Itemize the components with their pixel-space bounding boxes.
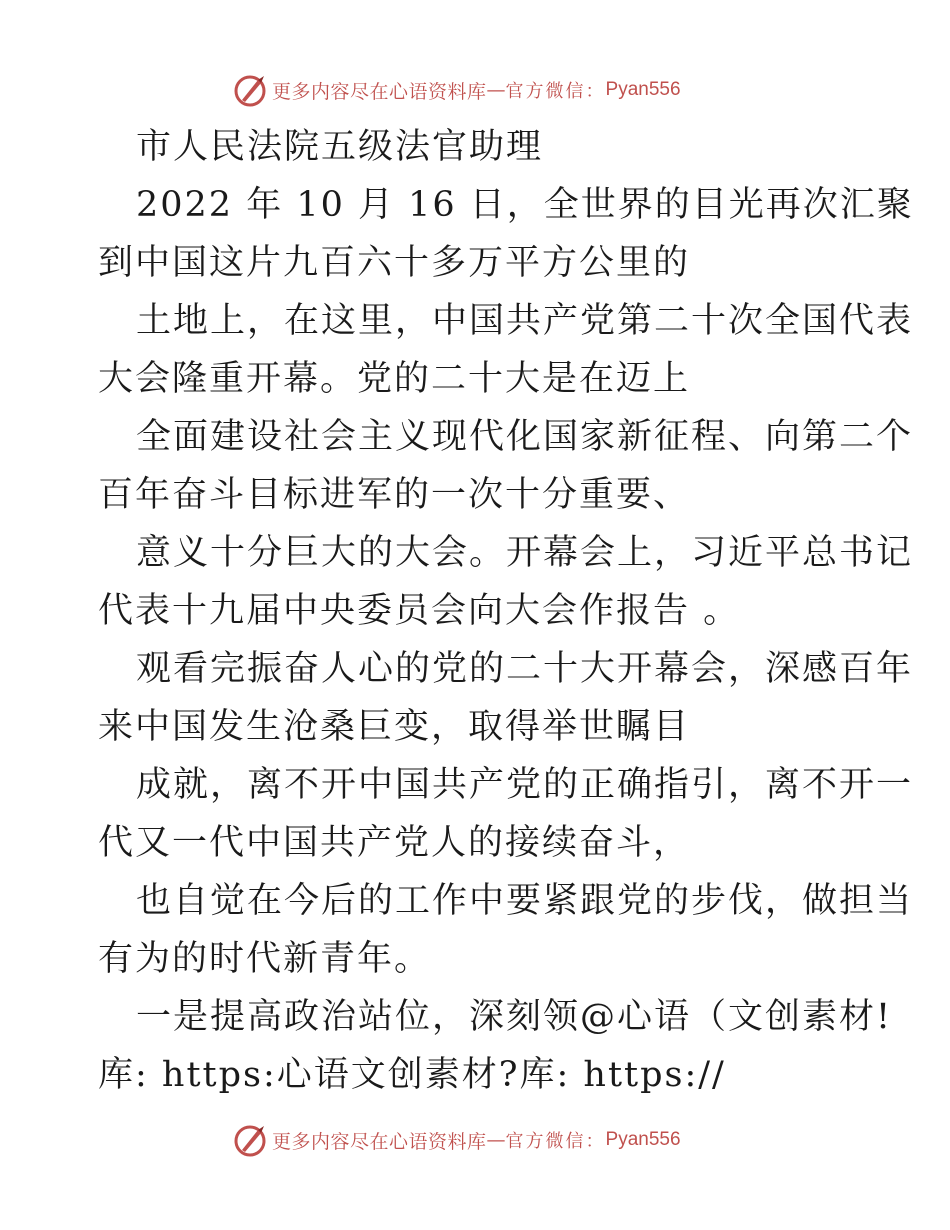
document-line: 来中国发生沧桑巨变，取得举世瞩目	[98, 707, 691, 747]
quill-pen-logo-icon	[232, 1122, 268, 1158]
document-line: 百年奋斗目标进军的一次十分重要、	[98, 475, 691, 515]
watermark-official: 官方微信：	[505, 81, 606, 102]
document-line: 也自觉在今后的工作中要紧跟党的步伐，做担当	[136, 881, 914, 921]
watermark-wechat-id: Pyan556	[605, 1129, 681, 1150]
watermark-wechat-id: Pyan556	[605, 79, 681, 100]
document-line: 有为的时代新青年。	[98, 939, 432, 979]
quill-pen-logo-icon	[232, 72, 268, 108]
watermark-official: 官方微信：	[505, 1131, 606, 1152]
watermark-text: 更多内容尽在心语资料库	[272, 80, 487, 103]
watermark-dash: —	[486, 1129, 506, 1151]
document-line: 观看完振奋人心的党的二十大开幕会，深感百年	[136, 649, 914, 689]
document-line: 库: https:心语文创素材?库: https://	[98, 1055, 726, 1095]
watermark-text: 更多内容尽在心语资料库	[272, 1130, 487, 1153]
document-line: 土地上，在这里，中国共产党第二十次全国代表	[136, 301, 914, 341]
document-line: 2022 年 10 月 16 日，全世界的目光再次汇聚	[136, 185, 914, 225]
document-line: 一是提高政治站位，深刻领@心语（文创素材!	[136, 997, 893, 1037]
watermark-dash: —	[486, 79, 506, 101]
document-line: 大会隆重开幕。党的二十大是在迈上	[98, 359, 691, 399]
footer-watermark	[232, 1120, 681, 1160]
document-line: 市人民法院五级法官助理	[136, 127, 544, 167]
document-line: 代表十九届中央委员会向大会作报告 。	[98, 591, 741, 631]
document-line: 到中国这片九百六十多万平方公里的	[98, 243, 691, 283]
header-watermark	[232, 70, 681, 110]
document-line: 代又一代中国共产党人的接续奋斗，	[98, 823, 691, 863]
document-line: 意义十分巨大的大会。开幕会上，习近平总书记	[136, 533, 914, 573]
document-line: 成就，离不开中国共产党的正确指引，离不开一	[136, 765, 914, 805]
document-line: 全面建设社会主义现代化国家新征程、向第二个	[136, 417, 914, 457]
